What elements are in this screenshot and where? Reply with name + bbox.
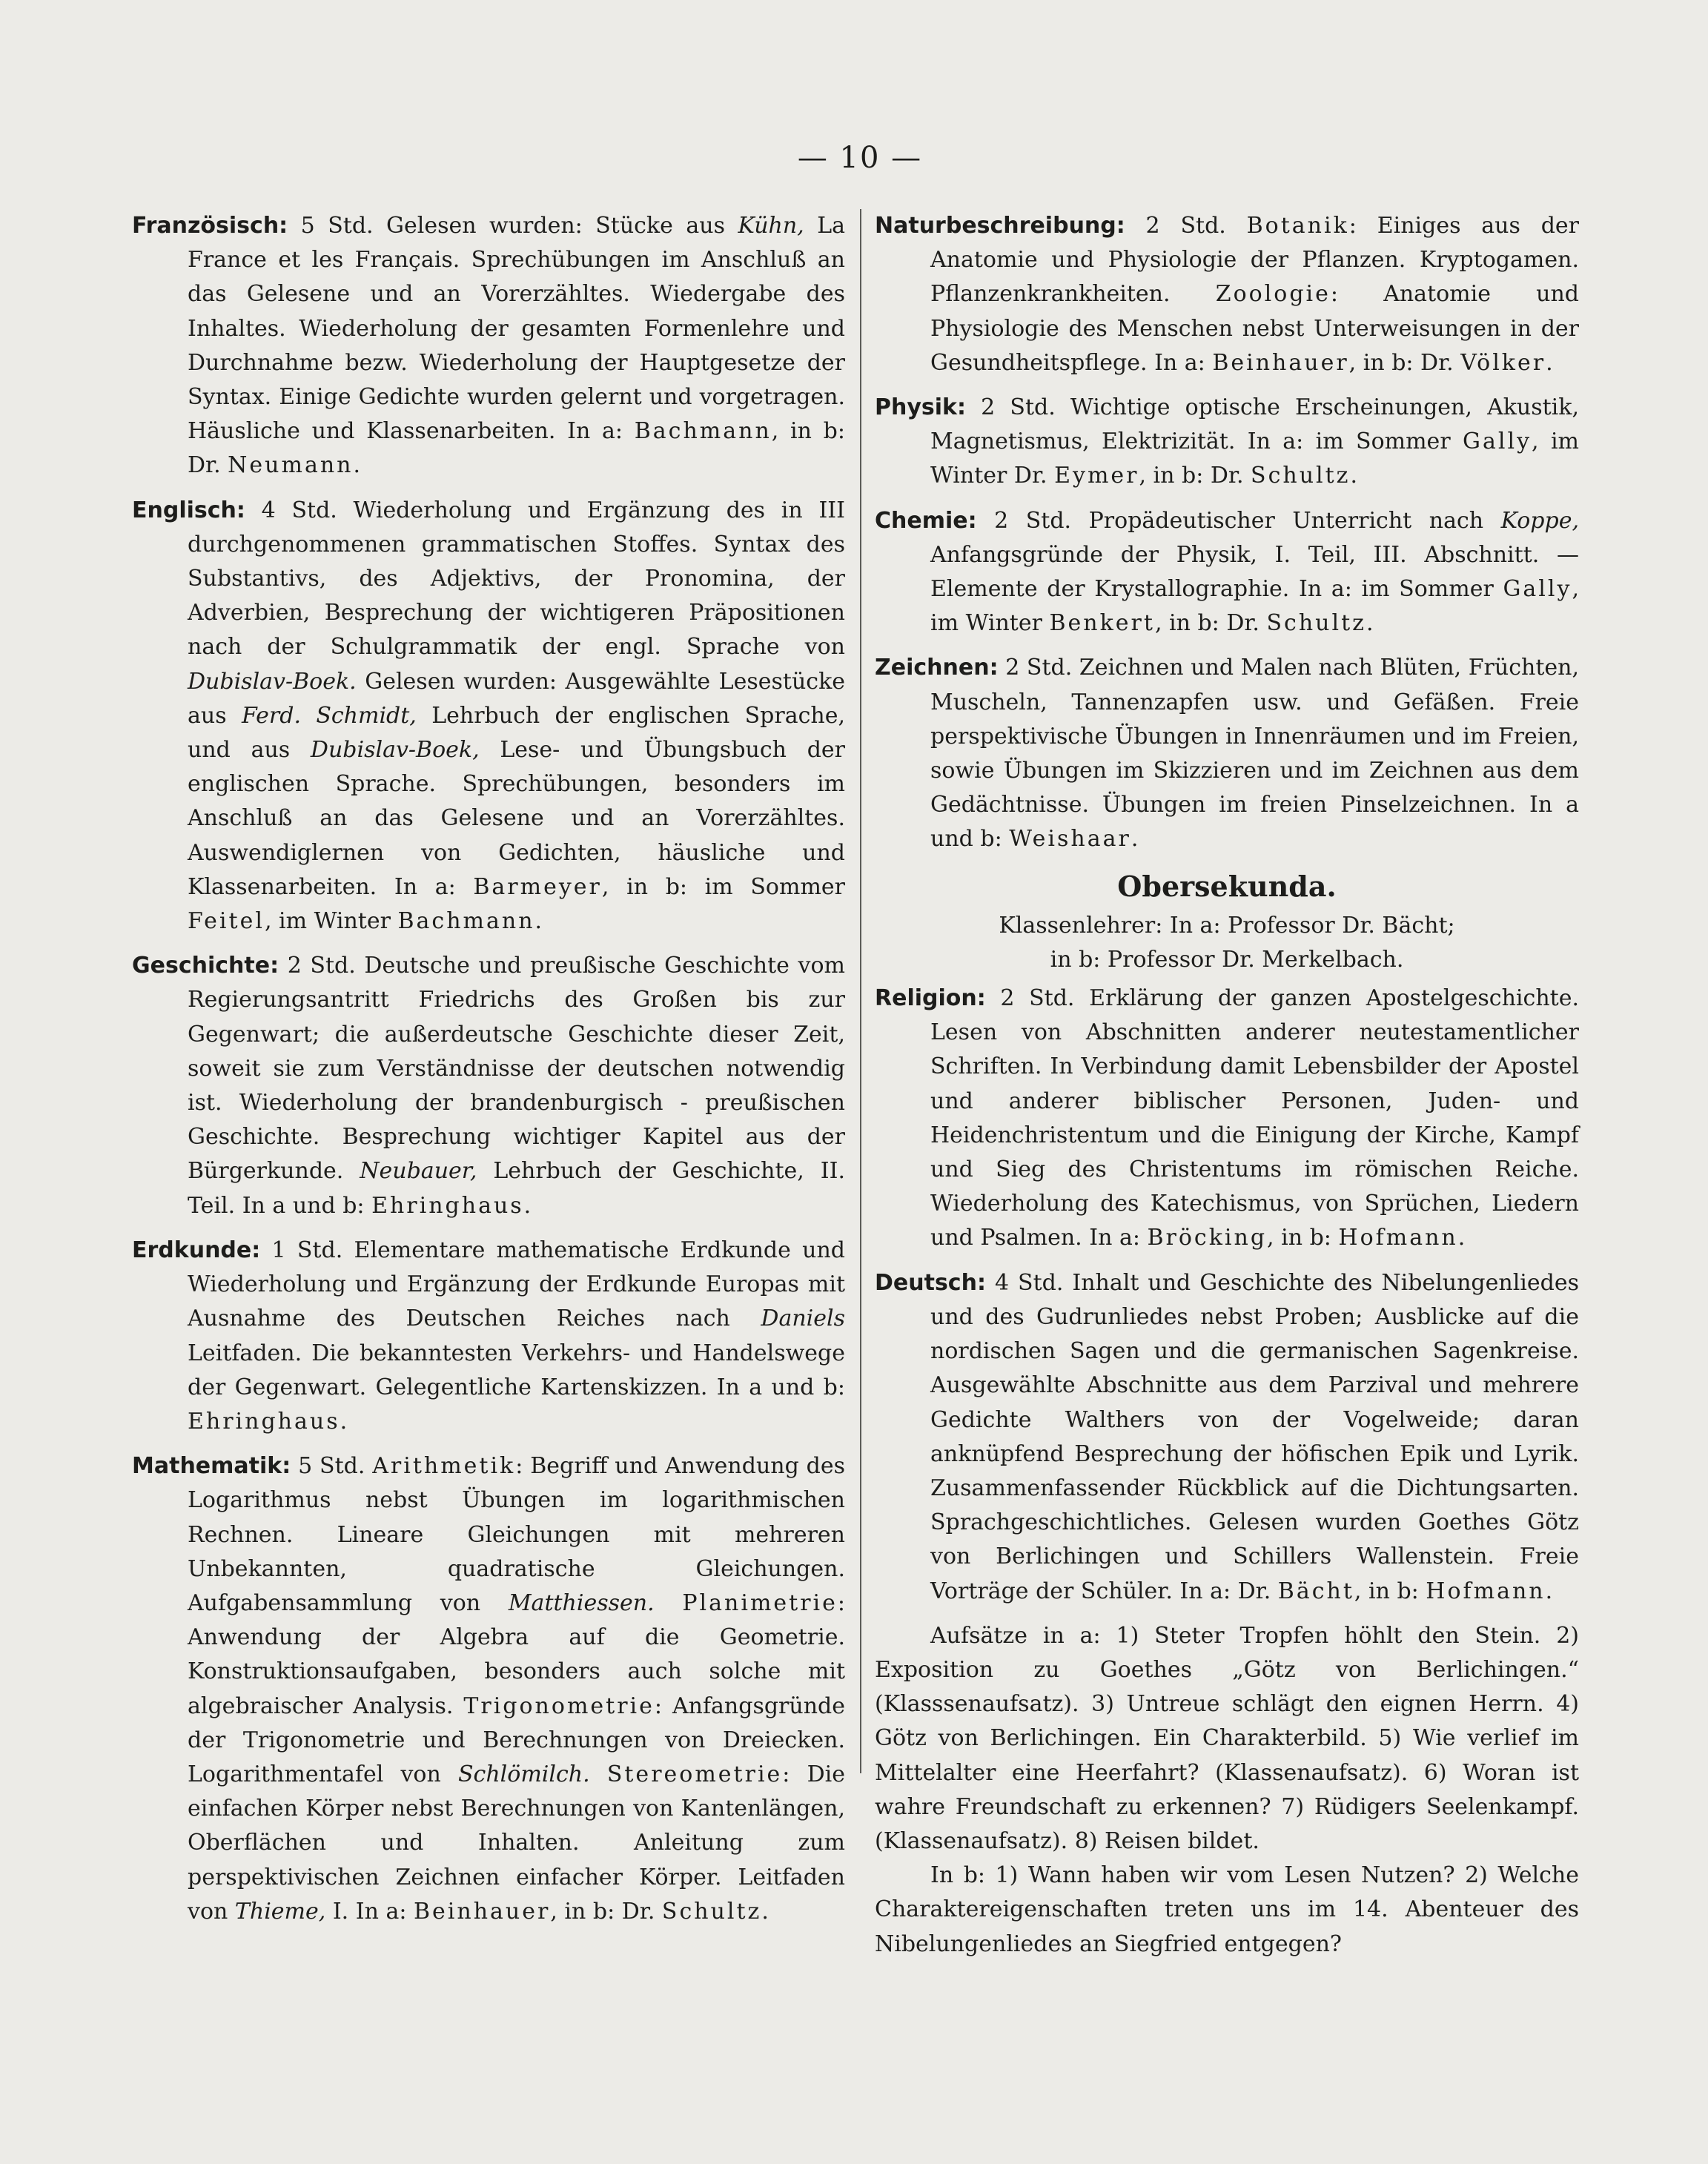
entry-text: , in b: Dr. xyxy=(1348,349,1461,376)
teacher-name: Bächt xyxy=(1277,1578,1354,1604)
subject-entry xyxy=(132,949,845,1223)
teacher-name: Eymer xyxy=(1054,463,1139,489)
teacher-name: Bachmann xyxy=(634,418,772,445)
subject-heading: Zeichnen: xyxy=(875,655,999,681)
entry-text xyxy=(655,1590,683,1616)
entry-text: : Anatomie und Physiologie des Menschen nebst Unterweisungen in der Gesundheitspflege. In a: xyxy=(930,281,1580,376)
subject-heading: Religion: xyxy=(875,985,986,1012)
teacher-name: Trigonometrie xyxy=(463,1693,655,1719)
author-reference: Thieme, xyxy=(234,1898,326,1925)
entry-text: 5 Std. Gelesen wurden: Stücke aus xyxy=(288,213,738,239)
class-teacher-line-b: in b: Professor Dr. Merkelbach. xyxy=(1050,946,1404,973)
subject-heading: Mathematik: xyxy=(132,1453,291,1480)
teacher-name: Ehringhaus xyxy=(371,1192,524,1219)
entry-text: . xyxy=(1366,610,1374,637)
teacher-name: Ehringhaus xyxy=(188,1408,340,1435)
entry-text: Leitfaden. Die bekanntesten Verkehrs- und Handelswege der Gegenwart. Gelegentliche Kartenskizzen. In a und b: xyxy=(188,1340,845,1400)
subject-heading: Erdkunde: xyxy=(132,1237,261,1263)
subject-entry xyxy=(875,982,1579,1256)
teacher-name: Hofmann xyxy=(1338,1225,1458,1251)
teacher-name: Beinhauer xyxy=(414,1898,551,1925)
entry-text: , in b: Dr. xyxy=(1154,610,1267,637)
subject-entry xyxy=(132,494,845,939)
teacher-name: Gally xyxy=(1503,576,1572,603)
entry-text: 4 Std. Inhalt und Geschichte des Nibelungenliedes und des Gudrunliedes nebst Proben; Ausblicke auf die nordischen Sagen und die germanischen Sagenkreise. Ausgewählte Abschnitte aus dem Parzival und mehrere Gedichte Walthers von der Vogelweide; daran anknüpfend Besprechung der höfischen Epik und Lyrik. Zusammenfassender Rückblick auf die Dichtungsarten. Sprachgeschichtliches. Gelesen wurden Goethes Götz von Berlichingen und Schillers Wallenstein. Freie Vorträge der Schüler. In a: Dr. xyxy=(930,1269,1579,1604)
subject-entry xyxy=(132,1234,845,1439)
entry-text: , im Winter xyxy=(930,576,1579,637)
entry-text: La France et les Français. Sprechübungen im Anschluß an das Gelesene und an Vorerzähltes. Wiedergabe des Inhaltes. Wiederholung der gesamten Formenlehre und Durchnahme bezw. Wiederholung der Hauptgesetze der Syntax. Einige Gedichte wurden gelernt und vorgetragen. Häusliche und Klassenarbeiten. In a: xyxy=(188,213,846,445)
entry-text: . xyxy=(761,1898,769,1925)
teacher-name: Stereometrie xyxy=(606,1761,783,1787)
author-reference: Schlömilch. xyxy=(458,1761,590,1787)
teacher-name: Bachmann xyxy=(397,908,535,935)
teacher-name: Zoologie xyxy=(1215,281,1331,308)
entry-text: Lese- und Übungsbuch der englischen Sprache. Sprechübungen, besonders im Anschluß an das Gelesene und an Vorerzähltes. Auswendiglernen von Gedichten, häusliche und Klassenarbeiten. In a: xyxy=(188,737,845,900)
author-reference: Matthiessen. xyxy=(508,1589,655,1616)
subject-entry xyxy=(132,209,845,483)
entry-text: : Anfangsgründe der Trigonometrie und Berechnungen von Dreiecken. Logarithmentafel von xyxy=(188,1693,845,1787)
teacher-name: Benkert xyxy=(1049,610,1155,637)
subject-entry xyxy=(875,391,1579,494)
author-reference: Neubauer, xyxy=(360,1158,477,1185)
entry-text: : Begriff und Anwendung des Logarithmus nebst Übungen im logarithmischen Rechnen. Lineare Gleichungen mit mehreren Unbekannten, quadratische Gleichungen. Aufgabensammlung von xyxy=(188,1453,845,1616)
author-reference: Ferd. Schmidt, xyxy=(241,702,417,729)
right-entries-2 xyxy=(875,982,1579,1609)
subject-heading: Chemie: xyxy=(875,507,977,534)
left-column xyxy=(132,209,845,1939)
subject-heading: Deutsch: xyxy=(875,1269,986,1296)
entry-text: , in b: xyxy=(1267,1225,1339,1251)
entry-text: Anfangsgründe der Physik, I. Teil, III. Abschnitt. — Elemente der Krystallographie. In a: im Sommer xyxy=(930,541,1579,603)
subject-heading: Geschichte: xyxy=(132,953,279,979)
teacher-name: Neumann xyxy=(228,452,354,479)
entry-text xyxy=(590,1761,607,1787)
teacher-name: Planimetrie xyxy=(682,1589,838,1616)
author-reference: Dubislav-Boek. xyxy=(188,668,357,695)
subject-heading: Naturbeschreibung: xyxy=(875,213,1125,239)
entry-text: Gelesen wurden: Ausgewählte Lesestücke aus xyxy=(188,668,845,729)
entry-text: : Anwendung der Algebra auf die Geometrie. Konstruktionsaufgaben, besonders auch solche mit algebraischer Analysis. xyxy=(188,1589,845,1719)
entry-text: , in b: Dr. xyxy=(1139,463,1251,489)
left-entries xyxy=(132,209,845,1929)
teacher-name: Feitel xyxy=(188,908,265,935)
teacher-name: Gally xyxy=(1463,429,1532,455)
teacher-name: Schultz xyxy=(661,1898,762,1925)
entry-text: Lehrbuch der englischen Sprache, und aus xyxy=(188,702,846,764)
teacher-name: Bröcking xyxy=(1147,1225,1268,1251)
teacher-name: Barmeyer xyxy=(473,873,602,900)
entry-text: . xyxy=(523,1192,532,1219)
teacher-name: Arithmetik xyxy=(372,1453,516,1480)
subject-heading: Englisch: xyxy=(132,497,245,523)
entry-text: , in b: Dr. xyxy=(188,418,845,479)
right-column xyxy=(875,209,1579,1962)
entry-text: Lehrbuch der Geschichte, II. Teil. In a und b: xyxy=(188,1158,846,1219)
section-title: Obersekunda. xyxy=(1117,869,1337,903)
class-teacher-line: Klassenlehrer: In a: Professor Dr. Bächt; xyxy=(999,912,1455,939)
teacher-name: Schultz xyxy=(1251,463,1351,489)
entry-text: , im Winter xyxy=(264,908,398,935)
right-entries xyxy=(875,209,1579,857)
entry-text: 5 Std. xyxy=(291,1453,373,1480)
entry-text: , im Winter Dr. xyxy=(930,429,1579,489)
entry-text: 2 Std. Zeichnen und Malen nach Blüten, Früchten, Muscheln, Tannenzapfen usw. und Gefäßen. Freie perspektivische Übungen in Innenräumen und im Freien, sowie Übungen im Skizzieren und im Zeichnen aus dem Gedächtnisse. Übungen im freien Pinselzeichnen. In a und b: xyxy=(930,655,1579,853)
subject-heading: Physik: xyxy=(875,394,966,421)
entry-text: 4 Std. Wiederholung und Ergänzung des in III durchgenommenen grammatischen Stoffes. Syntax des Substantivs, des Adjektivs, der Pronomina, der Adverbien, Besprechung der wichtigeren Präpositionen nach der Schulgrammatik der engl. Sprache von xyxy=(188,497,845,661)
entry-text: : Einiges aus der Anatomie und Physiologie der Pflanzen. Kryptogamen. Pflanzenkrankheiten. xyxy=(930,213,1579,308)
entry-text: : Die einfachen Körper nebst Berechnungen von Kantenlängen, Oberflächen und Inhalten. Anleitung zum perspektivischen Zeichnen einfacher Körper. Leitfaden von xyxy=(188,1761,845,1925)
entry-text: . xyxy=(1457,1225,1466,1251)
teacher-name: Botanik xyxy=(1246,213,1349,239)
entry-text: . xyxy=(340,1408,348,1435)
entry-text: . xyxy=(1545,1578,1553,1604)
entry-text: 2 Std. Deutsche und preußische Geschichte vom Regierungsantritt Friedrichs des Großen bis zur Gegenwart; die außerdeutsche Geschichte dieser Zeit, soweit sie zum Verständnisse der deutschen notwendig ist. Wiederholung der brandenburgisch - preußischen Geschichte. Besprechung wichtiger Kapitel aus der Bürgerkunde. xyxy=(188,953,845,1185)
entry-text: . xyxy=(353,452,361,479)
entry-text: . xyxy=(1131,826,1139,853)
subject-entry xyxy=(132,1449,845,1929)
teacher-name: Weishaar xyxy=(1009,826,1131,853)
entry-text: , in b: xyxy=(1354,1578,1426,1604)
subject-entry xyxy=(875,209,1579,380)
author-reference: Daniels xyxy=(761,1306,845,1332)
aufsaetze-a: Aufsätze in a: 1) Steter Tropfen höhlt den Stein. 2) Exposition zu Goethes „Götz von Berlichingen.“ (Klasssenaufsatz). 3) Untreue schlägt den eignen Herrn. 4) Götz von Berlichingen. Ein Charakterbild. 5) Wie verlief im Mittelalter eine Heerfahrt? (Klassenaufsatz). 6) Woran ist wahre Freundschaft zu erkennen? 7) Rüdigers Seelenkampf. (Klassenaufsatz). 8) Reisen bildet. xyxy=(875,1622,1579,1854)
page-number: — 10 — xyxy=(797,141,923,175)
entry-text: 2 Std. Wichtige optische Erscheinungen, Akustik, Magnetismus, Elektrizität. In a: im Sommer xyxy=(930,394,1579,455)
teacher-name: Hofmann xyxy=(1426,1578,1546,1604)
entry-text: 2 Std. xyxy=(1125,213,1247,239)
entry-text: I. In a: xyxy=(325,1898,414,1925)
entry-text: 2 Std. Erklärung der ganzen Apostelgeschichte. Lesen von Abschnitten anderer neutestamentlicher Schriften. In Verbindung damit Lebensbilder der Apostel und anderer biblischer Personen, Juden- und Heidenchristentum und die Einigung der Kirche, Kampf und Sieg des Christentums im römischen Reiche. Wiederholung des Katechismus, von Sprüchen, Liedern und Psalmen. In a: xyxy=(930,985,1579,1251)
entry-text: , in b: Dr. xyxy=(550,1898,662,1925)
teacher-name: Schultz xyxy=(1266,610,1366,637)
subject-entry xyxy=(875,504,1579,641)
entry-text: . xyxy=(1546,349,1553,376)
subject-entry xyxy=(875,1266,1579,1609)
entry-text: 2 Std. Propädeutischer Unterricht nach xyxy=(976,507,1501,534)
aufsaetze-b: In b: 1) Wann haben wir vom Lesen Nutzen? 2) Welche Charaktereigenschaften treten uns im 14. Abenteuer des Nibelungenliedes an Siegfried entgegen? xyxy=(875,1862,1579,1957)
subject-entry xyxy=(875,651,1579,856)
author-reference: Koppe, xyxy=(1500,507,1579,534)
author-reference: Dubislav-Boek, xyxy=(310,737,480,764)
subject-heading: Französisch: xyxy=(132,213,288,239)
entry-text: 1 Std. Elementare mathematische Erdkunde und Wiederholung und Ergänzung der Erdkunde Europas mit Ausnahme des Deutschen Reiches nach xyxy=(188,1237,845,1332)
teacher-name: Völker xyxy=(1460,349,1546,376)
teacher-name: Beinhauer xyxy=(1212,349,1349,376)
entry-text: . xyxy=(534,908,543,935)
column-divider xyxy=(860,209,861,1773)
entry-text: . xyxy=(1350,463,1358,489)
author-reference: Kühn, xyxy=(738,213,804,239)
entry-text: , in b: im Sommer xyxy=(601,873,845,900)
